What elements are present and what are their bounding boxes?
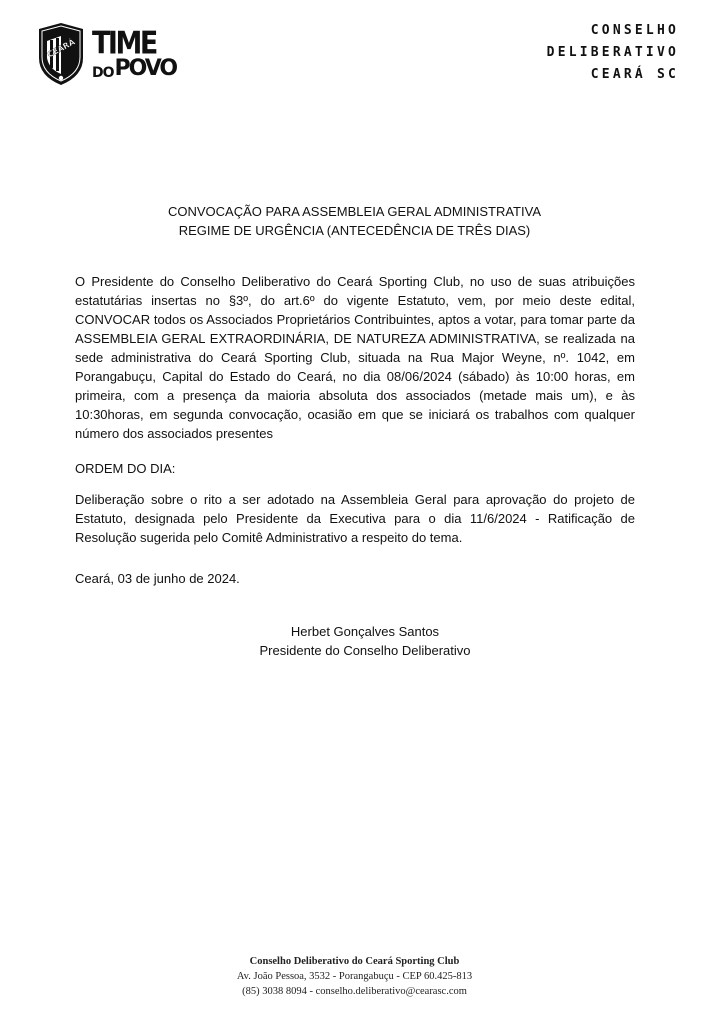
- agenda-paragraph: Deliberação sobre o rito a ser adotado na Assembleia Geral para aprovação do projeto de Estatuto, designada pelo Presidente da Executiva para o dia 11/6/2024 - Ratificação de Resolução sugerida pelo Comitê Administrativo a respeito do tema.: [75, 492, 635, 545]
- brand-time: TIME: [92, 25, 156, 62]
- signature-block: [0, 622, 709, 660]
- document-title: [0, 202, 709, 240]
- signatory-role: Presidente do Conselho Deliberativo: [259, 643, 471, 658]
- brand-wordmark: [92, 25, 177, 81]
- council-line-2: DELIBERATIVO: [546, 45, 679, 60]
- agenda-heading: ORDEM DO DIA:: [75, 461, 176, 476]
- council-line-3: CEARÁ SC: [590, 67, 679, 82]
- footer-address: Av. João Pessoa, 3532 - Porangabuçu - CEP 60.425-813: [236, 971, 473, 982]
- footer-contact: (85) 3038 8094 - conselho.deliberativo@cearasc.com: [242, 986, 467, 997]
- signatory-name: Herbet Gonçalves Santos: [290, 624, 440, 639]
- date-line: Ceará, 03 de junho de 2024.: [75, 571, 240, 586]
- title-line-1: CONVOCAÇÃO PARA ASSEMBLEIA GERAL ADMINISTRATIVA: [167, 204, 541, 219]
- title-line-2: REGIME DE URGÊNCIA (ANTECEDÊNCIA DE TRÊS DIAS): [178, 223, 531, 238]
- club-logo: [36, 22, 176, 86]
- brand-do: DO: [92, 65, 114, 81]
- page-footer: [0, 954, 709, 999]
- brand-povo: POVO: [114, 56, 177, 81]
- council-line-1: CONSELHO: [590, 23, 679, 38]
- footer-org: Conselho Deliberativo do Ceará Sporting Club: [249, 956, 460, 967]
- council-header: [547, 20, 679, 86]
- convocation-paragraph: O Presidente do Conselho Deliberativo do Ceará Sporting Club, no uso de suas atribuições estatutárias insertas no §3º, do art.6º do vigente Estatuto, vem, por meio deste edital, CONVOCAR todos os Associados Proprietários Contribuintes, aptos a votar, para tomar parte da ASSEMBLEIA GERAL EXTRAORDINÁRIA, DE NATUREZA ADMINISTRATIVA, se realizada na sede administrativa do Ceará Sporting Club, situada na Rua Major Weyne, nº. 1042, em Porangabuçu, Capital do Estado do Ceará, no dia 08/06/2024 (sábado) às 10:00 horas, em primeira, com a presença da maioria absoluta dos associados (metade mais um), e às 10:30horas, em segunda convocação, ocasião em que se iniciará os trabalhos com qualquer número dos associados presentes: [75, 274, 635, 441]
- ceara-crest-icon: [36, 22, 86, 86]
- crest-text: CEARÁ: [45, 37, 77, 60]
